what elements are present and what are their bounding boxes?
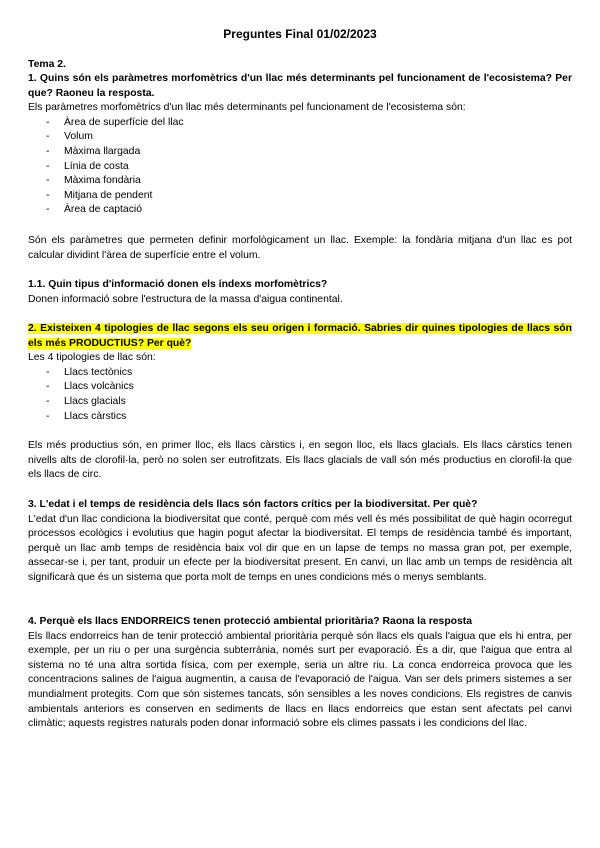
highlighted-question-2: 2. Existeixen 4 tipologies de llac segons els seu origen i formació. Sabries dir quines tipologies de llacs són els més PRODUCTIUS? Per què?	[28, 323, 572, 349]
list-item: - Llacs tectònics	[28, 366, 572, 381]
question-4: 4. Perquè els llacs ENDORREICS tenen protecció ambiental prioritària? Raona la resposta	[28, 616, 473, 627]
question-1-1: 1.1. Quin tipus d'informació donen els índexs morfomètrics?	[28, 279, 328, 290]
section-label: Tema 2.	[28, 59, 66, 70]
question-2	[28, 322, 572, 351]
list-item: - Màxima llargada	[28, 145, 572, 160]
question-4-block	[28, 615, 572, 732]
list-item: - Àrea de superfície del llac	[28, 116, 572, 131]
parameters-list	[28, 116, 572, 218]
list-item: - Màxima fondària	[28, 174, 572, 189]
question-2-answer: Els més productius són, en primer lloc, els llacs càrstics i, en segon lloc, els llacs glacials. Els llacs càrstics tenen nivells alts de clorofil·la, però no solen ser eutrofitzats. Els llacs glacials de vall són més productius en clorofil·la que els llacs de circ.	[28, 440, 572, 481]
question-1-explanation: Són els paràmetres que permeten definir morfològicament un llac. Exemple: la fondària mitjana d'un llac es pot calcular dividint l'àrea de superfície entre el volum.	[28, 235, 572, 261]
lake-types-list	[28, 366, 572, 424]
list-item: - Llacs càrstics	[28, 410, 572, 425]
list-item: - Llacs volcànics	[28, 380, 572, 395]
question-3: 3. L'edat i el temps de residència dels llacs són factors crítics per la biodiversitat. Per què?	[28, 499, 478, 510]
list-item: - Mitjana de pendent	[28, 189, 572, 204]
question-3-answer: L'edat d'un llac condiciona la biodiversitat que conté, perquè com més vell és més possibilitat de què hagin ocorregut processos ecològics i evolutius que hagin pogut afectar la biodiversitat. El temps de residència també és important, perquè un llac amb temps de residència baix vol dir que en un lapse de temps no massa gran pot, per exemple, assecar-se i, per tant, produir un efecte per la biodiversitat present. En canvi, un llac amb un temps de residència alt significarà que és un sistema que porta molt de temps en unes condicions més o menys semblants.	[28, 513, 572, 583]
list-item: - Volum	[28, 130, 572, 145]
question-4-answer: Els llacs endorreics han de tenir protecció ambiental prioritària perquè són llacs els quals l'aigua que els hi entra, per exemple, per un riu o per una surgència subterrània, només surt per evaporació. És a dir, que l'aigua que entra al sistema no té una altra sortida física, com per exemple, seria un altre riu. La conca endorreica provoca que les concentracions salines de l'aigua augmentin, a causa de l'evaporació de l'aigua. Van ser dels primers sistemes a ser mundialment protegits. Com que són sistemes tancats, són sensibles a les noves condicions. Els registres de canvis ambientals anteriors es conserven en sediments de llacs en llacs endorreics que estan sent afectats pel canvi climàtic; aquests registres naturals poden donar informació sobre els climes passats i les condicions del llac.	[28, 630, 572, 730]
list-item: - Llacs glacials	[28, 395, 572, 410]
question-1-block	[28, 72, 572, 218]
list-item: - Línia de costa	[28, 160, 572, 175]
question-2-intro: Les 4 tipologies de llac són:	[28, 352, 156, 364]
page-title: Preguntes Final 01/02/2023	[223, 27, 377, 41]
list-item: - Àrea de captació	[28, 203, 572, 218]
question-1-1-block	[28, 278, 572, 307]
question-3-block	[28, 498, 572, 586]
question-1-intro: Els paràmetres morfomètrics d'un llac més determinants pel funcionament de l'ecosistema són:	[28, 102, 466, 114]
question-1-1-answer: Donen informació sobre l'estructura de la massa d'aigua continental.	[28, 293, 343, 305]
question-2-block	[28, 322, 572, 424]
question-1: 1. Quins són els paràmetres morfomètrics d'un llac més determinants pel funcionament de l'ecosistema? Per que? Raoneu la resposta.	[28, 73, 572, 99]
